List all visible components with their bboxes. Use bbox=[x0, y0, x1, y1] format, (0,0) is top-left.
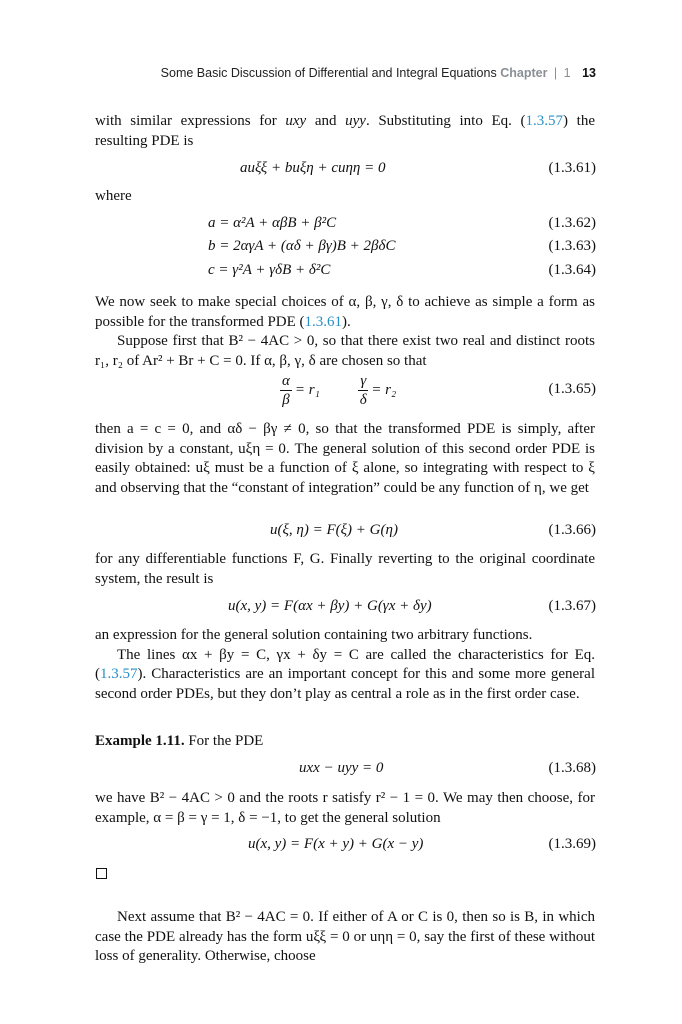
paragraph-special-choices: We now seek to make special choices of α, β, γ, δ to achieve as simple a form as possible for the transformed PDE (1.3.61). Suppose first that B² − 4AC > 0, so that there exist two real and distinct roots r₁, r₂ of Ar² + Br + C = 0. If α, β, γ, δ are chosen so that bbox=[95, 293, 595, 371]
header-separator: | bbox=[553, 66, 558, 80]
paragraph-example-roots: we have B² − 4AC > 0 and the roots r satisfy r² − 1 = 0. We may then choose, for example, α = β = γ = 1, δ = −1, to get the general solution bbox=[95, 790, 595, 826]
math-uxy: uxy bbox=[285, 113, 307, 129]
math-uyy: uyy bbox=[345, 113, 366, 129]
equation-1-3-68: uxx − uyy = 0 bbox=[299, 760, 384, 776]
page-number: 13 bbox=[582, 66, 596, 80]
equation-1-3-65: $\frac{\alpha}{\beta}$ = r₁ $\frac{\gamma}{\delta}$ = r₂ bbox=[282, 373, 397, 408]
paragraph-then: then a = c = 0, and αδ − βγ ≠ 0, so that the transformed PDE is simply, after division by a constant, uξη = 0. The general solution of this second order PDE is easily obtained: uξ must be a function of ξ alone, so integrating with respect to ξ and observing that the “constant of integration” could be any function of η, we get bbox=[95, 421, 595, 496]
equation-1-3-62: a = α²A + αβB + β²C bbox=[208, 215, 337, 231]
example-heading: Example 1.11. For the PDE bbox=[95, 733, 264, 749]
equation-number-1-3-68: (1.3.68) bbox=[548, 760, 596, 776]
paragraph-reverting: for any differentiable functions F, G. Finally reverting to the original coordinate system, the result is bbox=[95, 551, 595, 587]
equation-1-3-66: u(ξ, η) = F(ξ) + G(η) bbox=[270, 522, 398, 538]
equation-number-1-3-61: (1.3.61) bbox=[548, 160, 596, 176]
equation-number-1-3-65: (1.3.65) bbox=[548, 381, 596, 397]
eq-ref-1-3-61[interactable]: 1.3.61 bbox=[304, 313, 343, 330]
equation-1-3-61: auξξ + buξη + cuηη = 0 bbox=[240, 160, 386, 176]
equation-1-3-63: b = 2αγA + (αδ + βγ)B + 2βδC bbox=[208, 238, 396, 254]
paragraph-characteristics: The lines αx + βy = C, γx + δy = C are called the characteristics for Eq. (1.3.57). Characteristics are an important concept for this and some more general second order PDEs, but they don’t play as central a role as in the first order case. bbox=[95, 646, 595, 702]
header-chapter-label: Chapter bbox=[500, 66, 548, 80]
header-chapter-number: 1 bbox=[563, 66, 571, 80]
equation-number-1-3-69: (1.3.69) bbox=[548, 836, 596, 852]
equation-number-1-3-63: (1.3.63) bbox=[548, 238, 596, 254]
equation-1-3-69: u(x, y) = F(x + y) + G(x − y) bbox=[248, 836, 424, 852]
paragraph-intro: with similar expressions for uxy and uyy. Substituting into Eq. (1.3.57) the resulting PDE is bbox=[95, 113, 595, 149]
equation-1-3-67: u(x, y) = F(αx + βy) + G(γx + δy) bbox=[228, 598, 432, 614]
eq-ref-1-3-57-b[interactable]: 1.3.57 bbox=[100, 666, 138, 682]
equation-number-1-3-67: (1.3.67) bbox=[548, 598, 596, 614]
paragraph-where: where bbox=[95, 188, 132, 204]
equation-number-1-3-66: (1.3.66) bbox=[548, 522, 596, 538]
eq-ref-1-3-57[interactable]: 1.3.57 bbox=[525, 113, 564, 129]
equation-number-1-3-62: (1.3.62) bbox=[548, 215, 596, 231]
header-title: Some Basic Discussion of Differential and Integral Equations bbox=[160, 66, 497, 80]
example-label: Example 1.11. bbox=[95, 733, 185, 749]
end-of-example-square bbox=[96, 868, 107, 879]
paragraph-suppose-first: Suppose first that B² − 4AC > 0, so that there exist two real and distinct roots r₁, r₂ of Ar² + Br + C = 0. If α, β, γ, δ are chosen so that bbox=[95, 333, 595, 369]
running-header bbox=[140, 66, 596, 80]
equation-number-1-3-64: (1.3.64) bbox=[548, 262, 596, 278]
paragraph-next-assume: Next assume that B² − 4AC = 0. If either of A or C is 0, then so is B, in which case the PDE already has the form uξξ = 0 or uηη = 0, say the first of these without loss of generality. Otherwise, choose bbox=[95, 909, 595, 964]
equation-1-3-64: c = γ²A + γδB + δ²C bbox=[208, 262, 331, 278]
paragraph-general-solution: an expression for the general solution containing two arbitrary functions. The lines αx + βy = C, γx + δy = C are called the characteristics for Eq. (1.3.57). Characteristics are an important concept for this and some more general second order PDEs, but they don’t play as central a role as in the first order case. bbox=[95, 626, 595, 704]
